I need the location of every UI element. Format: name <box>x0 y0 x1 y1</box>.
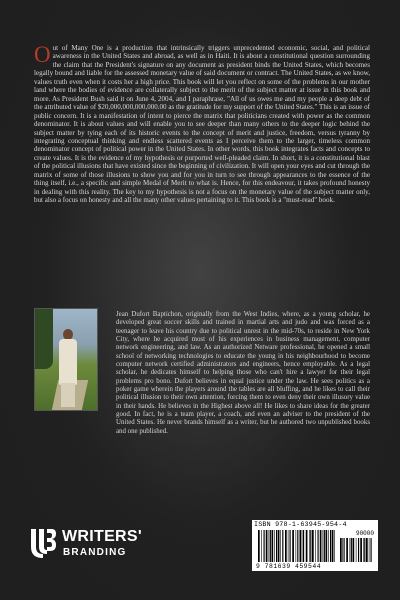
barcode-bar <box>356 538 357 562</box>
barcode-bar <box>328 530 329 562</box>
barcode-bar <box>306 530 308 562</box>
book-blurb <box>34 44 370 205</box>
barcode-bar <box>276 530 277 562</box>
barcode-bar <box>303 530 304 562</box>
barcode-bar <box>269 530 270 562</box>
barcode-bar <box>278 530 280 562</box>
photo-suit <box>59 339 77 385</box>
barcode-bar <box>282 530 283 562</box>
barcode-bar <box>342 538 343 562</box>
barcode-bar <box>290 530 291 562</box>
photo-tree <box>35 309 53 369</box>
barcode-bar <box>330 530 331 562</box>
barcode-bar <box>297 530 298 562</box>
barcode-bar <box>340 538 342 562</box>
publisher-name-line1: WRITERS' <box>62 528 142 545</box>
barcode-bar <box>351 538 352 562</box>
wb-monogram-icon <box>30 527 57 560</box>
barcode-bars-main <box>258 530 336 562</box>
publisher-name-line2: BRANDING <box>63 547 127 558</box>
barcode-bars-addon <box>340 538 372 562</box>
price-code: 90000 <box>355 530 374 537</box>
barcode-bar <box>358 538 359 562</box>
barcode-bar <box>266 530 268 562</box>
barcode-bar <box>300 530 302 562</box>
barcode-bar <box>324 530 325 562</box>
isbn-label: ISBN 978-1-63945-954-4 <box>254 521 347 529</box>
barcode-bar <box>280 530 281 562</box>
barcode-bar <box>302 530 303 562</box>
barcode-bar <box>274 530 275 562</box>
barcode-bar <box>326 530 328 562</box>
barcode-bar <box>334 530 335 562</box>
barcode-bar <box>320 530 322 562</box>
barcode-bar <box>285 530 287 562</box>
barcode-bar <box>364 538 365 562</box>
barcode-bar <box>353 538 355 562</box>
barcode-bar <box>318 530 319 562</box>
barcode-bar <box>309 530 310 562</box>
blurb-text: ut of Many One is a production that intrinsically triggers unprecedented economic, social, and political awareness in the United States and abroad, as well as in Haiti. It is about a constitutional question surrounding the claim that the President's signature on any document as president binds the United States, which becomes legally bound and liable for the assessed monetary value of said document or contract. The United States, as we know, values truth even when it costs her a high price. This book will let you reflect on some of the problems in our mother land where the bodies of evidence are collaterally subject to the merit of the subject matter at issue in this book and more. As President Bush said it on June 4, 2004, and I paraphrase, "All of us owes me and my people a deep debt of the attributed value of $20,000,000,000,000.00 as the gratitude for my support of the United States." This is an issue of public concern. It is a manifestation of intent to pierce the matrix that politicians created with power as the common denominator. It is about values and will enable you to see deeper than many others to the deeper logic behind the subject matter by tying each of its historic events to the concept of merit and justice, freedom, versus tyranny by integrating conceptual thinking and endless scattered events as I perceive them to the larger, timeless common denominator concept of political power in the United States. In other words, this book integrates facts and concepts to create values. It is the evidence of my hypothesis or purported well-pleaded claim. In short, it is a constitutional blast of the political illusions that have existed since the beginning of civilization. It will open your eyes and cut through the matrix of some of those illusions to show you and for you in turn to see through appearances to the essence of the thing itself, i.e., a specific and simple Medal of Merit to what is. Hence, for this endeavour, it takes profound honesty in dealing with this reality. The key to my hypothesis is not a focus on the monetary value of the subject matter only, but also a focus on honesty and all the many other values pertaining to it. This book is a "must-read" book. <box>34 44 370 205</box>
barcode-bar <box>270 530 271 562</box>
barcode-bar <box>346 538 348 562</box>
barcode-bar <box>366 538 368 562</box>
author-photo <box>34 308 98 411</box>
barcode-bar <box>344 538 345 562</box>
barcode-digits: 9 781639 459544 <box>256 563 322 570</box>
drop-cap: O <box>34 42 51 67</box>
barcode-bar <box>312 530 314 562</box>
barcode-bar <box>310 530 311 562</box>
barcode-bar <box>369 538 370 562</box>
author-bio: Jean Dufort Baptichon, originally from the West Indies, where, as a young scholar, he developed great soccer skills and trained in martial arts and judo and was forced as a teenager to leave his country due to political unrest in the mid-70s, to reside in New York City, where he acquired most of his experiences in business management, computer network engineering, and law. As an authorized Netware professional, he opened a small school of networking technologies to educate the young in his neighbourhood to become computer network certified administrators and engineers, hence employable. As a legal scholar, he dedicates himself to helping those who can't hire a lawyer for their legal problems pro bono. Dufort believes in equal justice under the law. He sees politics as a poker game wherein the players around the tables are all bluffing, and he likes to call their political illusion to their own attention, forcing them to even deny their own illusory value in their hands. He believes in the Highest above all! He likes to share ideas for the greater good. In fact, he is a team player, a coach, and even an adviser to the president of the United States. He never brands himself as a writer, but he authored two unpublished books and one published. <box>116 311 370 435</box>
barcode-bar <box>296 530 297 562</box>
barcode-bar <box>350 538 351 562</box>
barcode-bar <box>323 530 324 562</box>
barcode-bar <box>363 538 364 562</box>
barcode-bar <box>315 530 316 562</box>
barcode-bar <box>292 530 294 562</box>
barcode-bar <box>332 530 334 562</box>
barcode-bar <box>371 538 372 562</box>
barcode-bar <box>360 538 362 562</box>
isbn-barcode <box>252 520 378 571</box>
barcode-bar <box>261 530 262 562</box>
photo-legs <box>61 383 75 407</box>
barcode-bar <box>272 530 274 562</box>
barcode-bar <box>264 530 265 562</box>
publisher-logo <box>30 523 160 569</box>
barcode-bar <box>288 530 289 562</box>
barcode-bar <box>258 530 260 562</box>
